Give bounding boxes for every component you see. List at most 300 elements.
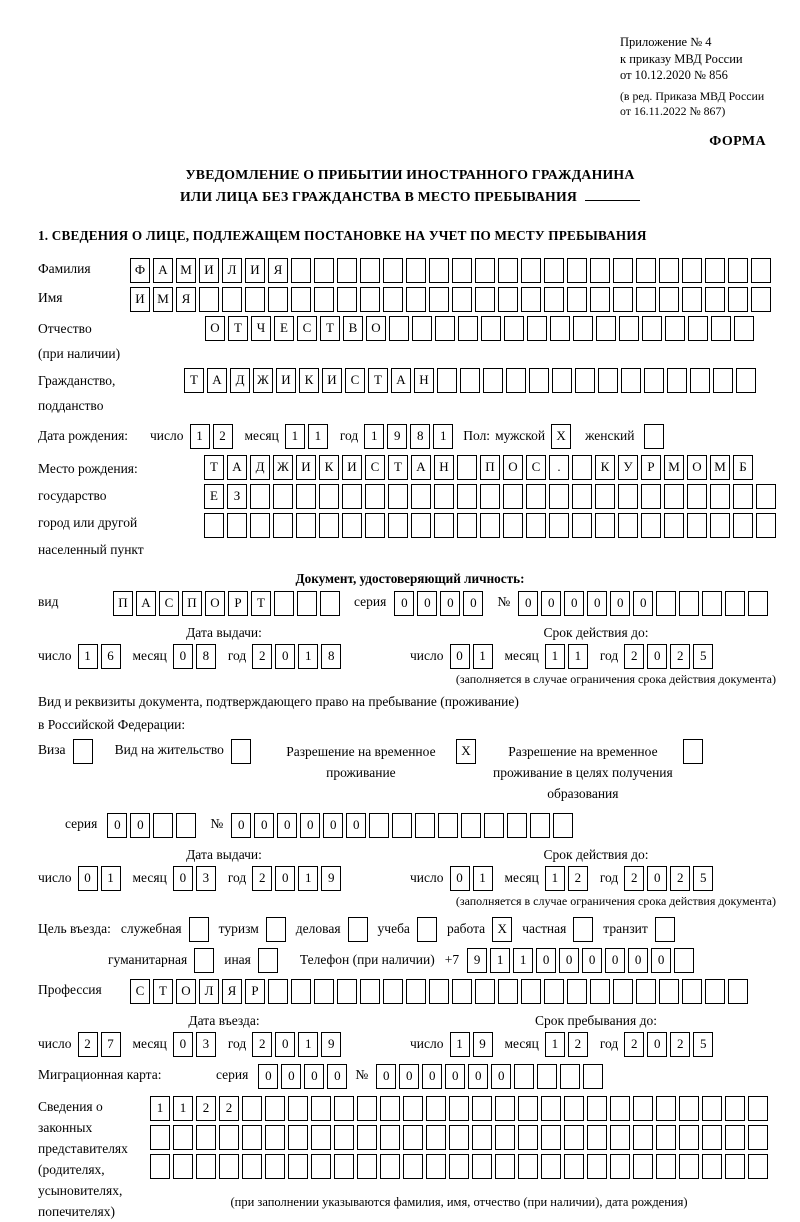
- vid-label: вид: [38, 593, 59, 609]
- form-cell: [429, 258, 449, 283]
- form-cell: Т: [251, 591, 271, 616]
- form-cell: 2: [670, 1032, 690, 1057]
- migration-nomer-label: №: [355, 1066, 369, 1082]
- representatives-cells-row2: [150, 1125, 768, 1150]
- residence-doc-line2: в Российской Федерации:: [38, 716, 186, 732]
- form-cell: [360, 258, 380, 283]
- profession-cells: [130, 979, 748, 1004]
- form-cell: [319, 484, 339, 509]
- blank-underline: [585, 200, 640, 201]
- form-cell: [688, 316, 708, 341]
- identity-valid-cells: [410, 644, 782, 669]
- form-cell: [481, 316, 501, 341]
- form-cell: 1: [450, 1032, 470, 1057]
- date-year-label: год: [227, 648, 247, 664]
- purpose-option-work: работа X: [447, 917, 512, 942]
- form-cell: [199, 287, 219, 312]
- form-cell: И: [276, 368, 296, 393]
- residence-nomer-label: №: [210, 815, 224, 831]
- form-cell: 1: [364, 424, 384, 449]
- form-cell: 0: [463, 591, 483, 616]
- form-cell: 1: [568, 644, 588, 669]
- form-cell: 2: [219, 1096, 239, 1121]
- form-cell: [406, 979, 426, 1004]
- form-title-line2: ИЛИ ЛИЦА БЕЗ ГРАЖДАНСТВА В МЕСТО ПРЕБЫВАНИЯ: [179, 188, 578, 204]
- form-cell: [434, 484, 454, 509]
- form-cell: 0: [628, 948, 648, 973]
- date-month-cells: [285, 424, 328, 449]
- form-cell: [150, 1154, 170, 1179]
- form-cell: 0: [376, 1064, 396, 1089]
- form-cell: [549, 513, 569, 538]
- form-cell: 0: [445, 1064, 465, 1089]
- identity-dates-row: [38, 644, 782, 669]
- form-cell: 1: [473, 644, 493, 669]
- form-cell: [518, 1154, 538, 1179]
- form-cell: [504, 316, 524, 341]
- purpose-row1: [38, 917, 782, 942]
- form-cell: [641, 513, 661, 538]
- form-cell: 0: [281, 1064, 301, 1089]
- form-cell: [357, 1096, 377, 1121]
- form-cell: 1: [78, 644, 98, 669]
- form-cell: [613, 287, 633, 312]
- form-cell: [636, 979, 656, 1004]
- form-cell: О: [366, 316, 386, 341]
- form-cell: [483, 368, 503, 393]
- date-month-label: месяц: [132, 1036, 167, 1052]
- sex-option-male-label: мужской: [495, 428, 546, 444]
- form-cell: [702, 591, 722, 616]
- date-month-cells: [545, 866, 588, 891]
- form-cell: [521, 979, 541, 1004]
- stay-until-cells: [410, 1032, 782, 1057]
- form-cell: [573, 316, 593, 341]
- form-cell: [245, 287, 265, 312]
- checkbox-vnzh: [231, 739, 251, 764]
- form-cell: [530, 813, 550, 838]
- form-cell: [756, 513, 776, 538]
- form-cell: [572, 455, 592, 480]
- form-cell: 7: [101, 1032, 121, 1057]
- form-cell: 1: [433, 424, 453, 449]
- form-cell: А: [411, 455, 431, 480]
- sex-option-female-label: женский: [585, 428, 635, 444]
- form-cell: П: [182, 591, 202, 616]
- date-month-cells: [173, 644, 216, 669]
- date-month-label: месяц: [504, 1036, 539, 1052]
- form-cell: [297, 591, 317, 616]
- form-cell: [710, 513, 730, 538]
- checkbox-humanitarian: [194, 948, 214, 973]
- form-cell: [337, 287, 357, 312]
- date-year-label: год: [227, 1036, 247, 1052]
- residence-valid-cells: [410, 866, 782, 891]
- form-cell: А: [136, 591, 156, 616]
- residence-option-visa: Виза: [38, 739, 93, 764]
- entry-dates-row: [38, 1032, 782, 1057]
- form-cell: [633, 1096, 653, 1121]
- form-cell: [725, 1096, 745, 1121]
- form-cell: [751, 287, 771, 312]
- form-cell: 9: [467, 948, 487, 973]
- purpose-label: Цель въезда:: [38, 921, 111, 937]
- date-day-label: число: [38, 870, 72, 886]
- form-cell: 0: [394, 591, 414, 616]
- form-cell: М: [153, 287, 173, 312]
- form-cell: 0: [78, 866, 98, 891]
- form-cell: [475, 979, 495, 1004]
- form-cell: [288, 1096, 308, 1121]
- restriction-note: (заполняется в случае ограничения срока действия документа): [455, 671, 776, 686]
- form-cell: Я: [268, 258, 288, 283]
- form-cell: [521, 287, 541, 312]
- form-cell: [337, 979, 357, 1004]
- form-cell: 0: [647, 866, 667, 891]
- form-cell: 8: [410, 424, 430, 449]
- form-cell: [682, 979, 702, 1004]
- form-cell: [544, 258, 564, 283]
- form-cell: [702, 1125, 722, 1150]
- residence-option-rvp-edu: Разрешение на временное проживание в целях получения образования: [490, 739, 703, 805]
- date-month-label: месяц: [244, 428, 279, 444]
- form-cell: 0: [440, 591, 460, 616]
- form-cell: [633, 1125, 653, 1150]
- form-cell: [403, 1096, 423, 1121]
- form-cell: [553, 813, 573, 838]
- form-cell: [342, 484, 362, 509]
- form-cell: 2: [670, 866, 690, 891]
- date-year-label: год: [227, 870, 247, 886]
- form-cell: [527, 316, 547, 341]
- form-cell: Р: [641, 455, 661, 480]
- birthplace-cells-row2: [204, 484, 776, 509]
- form-cell: [388, 513, 408, 538]
- phone-cells: [467, 948, 694, 973]
- form-cell: С: [345, 368, 365, 393]
- date-year-cells: [252, 866, 341, 891]
- form-cell: К: [319, 455, 339, 480]
- form-cell: [521, 258, 541, 283]
- form-cell: [495, 1125, 515, 1150]
- form-cell: 9: [321, 866, 341, 891]
- form-cell: [705, 258, 725, 283]
- phone-prefix: +7: [444, 952, 460, 968]
- form-cell: Т: [388, 455, 408, 480]
- form-cell: [518, 1096, 538, 1121]
- date-month-cells: [545, 1032, 588, 1057]
- form-cell: Д: [230, 368, 250, 393]
- form-cell: 1: [298, 644, 318, 669]
- form-cell: 0: [275, 644, 295, 669]
- profession-row: [38, 979, 782, 1004]
- form-cell: [242, 1096, 262, 1121]
- form-cell: [380, 1154, 400, 1179]
- form-cell: [674, 948, 694, 973]
- form-cell: [452, 979, 472, 1004]
- citizenship-label: Гражданство, подданство: [38, 372, 116, 413]
- form-cell: [484, 813, 504, 838]
- checkbox-private: [573, 917, 593, 942]
- form-cell: [702, 1154, 722, 1179]
- form-cell: [383, 979, 403, 1004]
- form-cell: [265, 1125, 285, 1150]
- birthplace-label: Место рождения: государство город или другой населенный пункт: [38, 460, 144, 557]
- date-year-cells: [364, 424, 453, 449]
- date-year-cells: [624, 866, 713, 891]
- form-cell: С: [159, 591, 179, 616]
- form-cell: [274, 591, 294, 616]
- date-month-cells: [173, 1032, 216, 1057]
- migration-card-label: Миграционная карта:: [38, 1066, 162, 1082]
- section1-heading: 1. СВЕДЕНИЯ О ЛИЦЕ, ПОДЛЕЖАЩЕМ ПОСТАНОВКЕ НА УЧЕТ ПО МЕСТУ ПРЕБЫВАНИЯ: [38, 227, 647, 243]
- form-cell: [219, 1125, 239, 1150]
- form-cell: [412, 316, 432, 341]
- forma-label: ФОРМА: [709, 133, 766, 149]
- date-day-cells: [450, 866, 493, 891]
- sex-prefix: Пол:: [463, 428, 491, 444]
- representatives-cells-row3: [150, 1154, 768, 1179]
- date-year-cells: [624, 644, 713, 669]
- date-day-label: число: [38, 1036, 72, 1052]
- appendix-line: от 10.12.2020 № 856: [620, 68, 728, 82]
- form-cell: 2: [252, 644, 272, 669]
- surname-cells: [130, 258, 771, 283]
- form-cell: [452, 258, 472, 283]
- checkbox-rvp-edu: [683, 739, 703, 764]
- appendix-line: Приложение № 4: [620, 35, 712, 49]
- purpose-option-commercial: деловая: [296, 917, 368, 942]
- form-cell: Ф: [130, 258, 150, 283]
- form-cell: [291, 258, 311, 283]
- form-cell: 8: [321, 644, 341, 669]
- form-cell: 0: [491, 1064, 511, 1089]
- form-cell: [472, 1096, 492, 1121]
- form-cell: 9: [387, 424, 407, 449]
- form-cell: 9: [473, 1032, 493, 1057]
- form-cell: 2: [568, 1032, 588, 1057]
- form-cell: [702, 1096, 722, 1121]
- form-cell: Е: [204, 484, 224, 509]
- date-month-label: месяц: [132, 870, 167, 886]
- residence-dates-row: [38, 866, 782, 891]
- form-cell: [457, 484, 477, 509]
- form-cell: Я: [176, 287, 196, 312]
- form-cell: 2: [252, 866, 272, 891]
- form-cell: 0: [275, 1032, 295, 1057]
- form-cell: У: [618, 455, 638, 480]
- form-cell: К: [299, 368, 319, 393]
- form-cell: [334, 1154, 354, 1179]
- form-cell: В: [343, 316, 363, 341]
- form-cell: [383, 287, 403, 312]
- form-cell: [596, 316, 616, 341]
- birthplace-cells-row1: [204, 455, 776, 480]
- appendix-block: [620, 34, 782, 120]
- form-cell: [682, 287, 702, 312]
- form-cell: [357, 1125, 377, 1150]
- form-cell: 1: [545, 1032, 565, 1057]
- form-cell: И: [245, 258, 265, 283]
- form-cell: [733, 484, 753, 509]
- form-cell: 1: [150, 1096, 170, 1121]
- form-cell: Т: [228, 316, 248, 341]
- form-cell: И: [199, 258, 219, 283]
- form-cell: Н: [434, 455, 454, 480]
- identity-doc-header: Документ, удостоверяющий личность:: [295, 570, 525, 586]
- form-cell: 0: [327, 1064, 347, 1089]
- form-cell: [242, 1125, 262, 1150]
- form-cell: А: [227, 455, 247, 480]
- form-cell: [438, 813, 458, 838]
- form-cell: 0: [130, 813, 150, 838]
- residence-option-vnzh: Вид на жительство: [115, 739, 251, 764]
- form-cell: [728, 287, 748, 312]
- form-cell: Е: [274, 316, 294, 341]
- form-cell: 1: [545, 866, 565, 891]
- form-cell: 1: [173, 1096, 193, 1121]
- form-cell: [498, 979, 518, 1004]
- identity-nomer-label: №: [497, 593, 511, 609]
- form-cell: [460, 368, 480, 393]
- form-cell: И: [296, 455, 316, 480]
- form-cell: [437, 368, 457, 393]
- form-cell: О: [205, 591, 225, 616]
- form-title: [38, 164, 782, 208]
- form-cell: [725, 1125, 745, 1150]
- form-cell: 0: [587, 591, 607, 616]
- form-cell: 0: [300, 813, 320, 838]
- residence-seriya-cells: [107, 813, 196, 838]
- form-cell: [495, 1096, 515, 1121]
- identity-issue-head: Дата выдачи:: [186, 624, 262, 640]
- purpose-option-other: иная: [224, 948, 278, 973]
- date-month-cells: [545, 644, 588, 669]
- form-cell: [595, 484, 615, 509]
- form-cell: [288, 1154, 308, 1179]
- purpose-row2: [38, 948, 782, 973]
- form-cell: О: [176, 979, 196, 1004]
- form-cell: [273, 513, 293, 538]
- form-cell: [319, 513, 339, 538]
- migration-card-row: [38, 1064, 782, 1089]
- form-cell: [403, 1125, 423, 1150]
- entry-date-heads: [38, 1007, 782, 1029]
- form-cell: [725, 591, 745, 616]
- form-cell: М: [710, 455, 730, 480]
- form-cell: 0: [559, 948, 579, 973]
- checkbox-commercial: [348, 917, 368, 942]
- form-cell: [480, 484, 500, 509]
- identity-date-heads: [38, 619, 782, 641]
- date-year-label: год: [339, 428, 359, 444]
- form-cell: П: [480, 455, 500, 480]
- form-cell: 1: [190, 424, 210, 449]
- birthdate-row: [38, 424, 782, 449]
- stay-until-head: Срок пребывания до:: [535, 1012, 657, 1028]
- form-cell: Т: [153, 979, 173, 1004]
- migration-seriya-label: серия: [216, 1066, 249, 1082]
- form-cell: [587, 1125, 607, 1150]
- form-cell: [406, 258, 426, 283]
- form-cell: [268, 979, 288, 1004]
- form-cell: 0: [605, 948, 625, 973]
- form-cell: [564, 1125, 584, 1150]
- form-cell: [369, 813, 389, 838]
- checkbox-visa: [73, 739, 93, 764]
- form-cell: 0: [651, 948, 671, 973]
- form-cell: 0: [258, 1064, 278, 1089]
- form-cell: А: [207, 368, 227, 393]
- form-cell: 1: [308, 424, 328, 449]
- form-cell: Т: [368, 368, 388, 393]
- form-cell: [710, 484, 730, 509]
- date-month-label: месяц: [504, 648, 539, 664]
- form-cell: Ч: [251, 316, 271, 341]
- form-cell: 0: [450, 644, 470, 669]
- form-cell: [320, 591, 340, 616]
- form-cell: [435, 316, 455, 341]
- form-cell: [461, 813, 481, 838]
- form-cell: [342, 513, 362, 538]
- form-cell: [641, 484, 661, 509]
- date-month-label: месяц: [504, 870, 539, 886]
- identity-nomer-cells: [518, 591, 768, 616]
- form-cell: [541, 1125, 561, 1150]
- form-cell: [480, 513, 500, 538]
- purpose-option-business: служебная: [121, 917, 209, 942]
- form-cell: [679, 1125, 699, 1150]
- form-cell: [288, 1125, 308, 1150]
- form-cell: А: [391, 368, 411, 393]
- form-cell: 2: [670, 644, 690, 669]
- form-cell: С: [297, 316, 317, 341]
- date-day-label: число: [38, 648, 72, 664]
- form-cell: [219, 1154, 239, 1179]
- birthplace-row: [38, 455, 782, 563]
- form-cell: [150, 1125, 170, 1150]
- form-cell: [311, 1096, 331, 1121]
- residence-issue-cells: [38, 866, 410, 891]
- form-cell: [713, 368, 733, 393]
- form-cell: 0: [610, 591, 630, 616]
- form-cell: [403, 1154, 423, 1179]
- form-cell: [590, 287, 610, 312]
- form-cell: 2: [568, 866, 588, 891]
- form-cell: [495, 1154, 515, 1179]
- form-cell: [383, 258, 403, 283]
- form-cell: [457, 513, 477, 538]
- form-cell: [503, 513, 523, 538]
- form-cell: 0: [346, 813, 366, 838]
- form-cell: 0: [468, 1064, 488, 1089]
- form-cell: [415, 813, 435, 838]
- form-cell: [411, 484, 431, 509]
- form-cell: [434, 513, 454, 538]
- form-cell: З: [227, 484, 247, 509]
- form-cell: [656, 1096, 676, 1121]
- form-cell: Ж: [273, 455, 293, 480]
- form-cell: [242, 1154, 262, 1179]
- form-cell: [549, 484, 569, 509]
- form-cell: [411, 513, 431, 538]
- form-cell: 5: [693, 644, 713, 669]
- form-cell: [659, 258, 679, 283]
- date-year-cells: [252, 644, 341, 669]
- form-cell: [291, 979, 311, 1004]
- form-cell: [204, 513, 224, 538]
- form-cell: И: [322, 368, 342, 393]
